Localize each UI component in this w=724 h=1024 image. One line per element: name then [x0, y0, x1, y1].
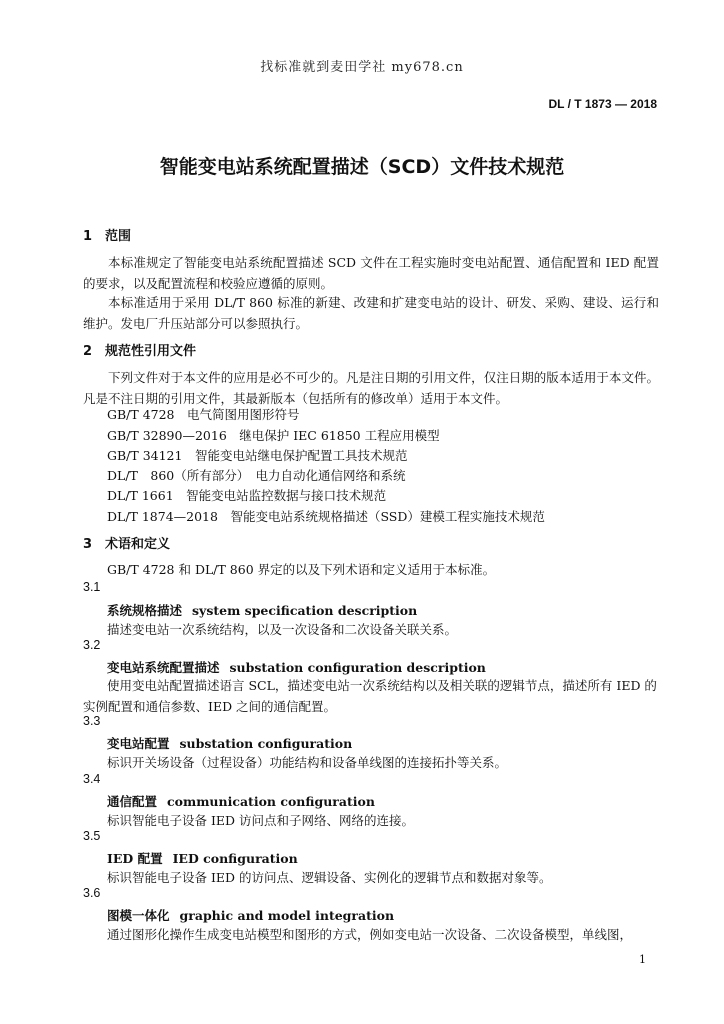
term-number: 3.6 — [83, 886, 101, 900]
term-definition — [83, 675, 659, 717]
standard-code: DL / T 1873 — 2018 — [548, 97, 657, 111]
term-cn: 通信配置 — [107, 794, 158, 809]
section-3-intro: GB/T 4728 和 DL/T 860 界定的以及下列术语和定义适用于本标准。 — [107, 562, 496, 577]
reference-item: GB/T 32890—2016 继电保护 IEC 61850 工程应用模型 — [107, 428, 440, 443]
section-number: 2 — [83, 344, 93, 359]
term-number: 3.2 — [83, 638, 101, 652]
term-number: 3.5 — [83, 829, 101, 843]
term-cn: 变电站系统配置描述 — [107, 660, 220, 675]
section-number: 1 — [83, 229, 93, 244]
reference-item: DL/T 860（所有部分） 电力自动化通信网络和系统 — [107, 468, 406, 483]
term-number: 3.1 — [83, 580, 101, 594]
term-cn: 变电站配置 — [107, 736, 170, 751]
term-definition: 描述变电站一次系统结构，以及一次设备和二次设备关联关系。 — [107, 622, 458, 637]
section-2-heading — [83, 340, 196, 359]
term-definition: 通过图形化操作生成变电站模型和图形的方式，例如变电站一次设备、二次设备模型，单线图， — [107, 927, 633, 942]
term-title — [107, 849, 298, 867]
section-number: 3 — [83, 537, 93, 552]
section-1-para-2 — [83, 292, 659, 334]
term-title — [107, 734, 352, 752]
reference-item: DL/T 1661 智能变电站监控数据与接口技术规范 — [107, 488, 387, 503]
term-cn: 系统规格描述 — [107, 603, 183, 618]
term-en: communication configuration — [167, 794, 375, 809]
page-number: 1 — [639, 953, 646, 966]
reference-item: GB/T 4728 电气简图用图形符号 — [107, 407, 300, 422]
section-2-intro — [83, 367, 659, 409]
term-definition: 标识智能电子设备 IED 访问点和子网络、网络的连接。 — [107, 813, 415, 828]
term-en: IED configuration — [172, 851, 298, 866]
term-cn: 图模一体化 — [107, 908, 170, 923]
paragraph-text: 本标准规定了智能变电站系统配置描述 SCD 文件在工程实施时变电站配置、通信配置和 IED 配置的要求，以及配置流程和校验应遵循的原则。 — [83, 255, 659, 291]
section-1-heading — [83, 225, 131, 244]
watermark-text: 找标准就到麦田学社 my678.cn — [260, 60, 464, 75]
term-definition: 标识开关场设备（过程设备）功能结构和设备单线图的连接拓扑等关系。 — [107, 755, 508, 770]
section-3-heading — [83, 533, 170, 552]
term-cn: IED 配置 — [107, 851, 163, 866]
term-number: 3.3 — [83, 714, 101, 728]
term-title — [107, 601, 417, 619]
section-title: 规范性引用文件 — [105, 344, 197, 359]
section-title: 范围 — [105, 229, 132, 244]
term-number: 3.4 — [83, 772, 101, 786]
reference-item: GB/T 34121 智能变电站继电保护配置工具技术规范 — [107, 448, 408, 463]
paragraph-text: 下列文件对于本文件的应用是必不可少的。凡是注日期的引用文件，仅注日期的版本适用于本文件。凡是不注日期的引用文件，其最新版本（包括所有的修改单）适用于本文件。 — [83, 370, 659, 406]
term-en: system specification description — [192, 603, 418, 618]
term-en: substation configuration description — [229, 660, 486, 675]
term-en: graphic and model integration — [179, 908, 395, 923]
term-title — [107, 792, 375, 810]
section-title: 术语和定义 — [105, 537, 171, 552]
paragraph-text: 本标准适用于采用 DL/T 860 标准的新建、改建和扩建变电站的设计、研发、采购、建设、运行和维护。发电厂升压站部分可以参照执行。 — [83, 295, 659, 331]
document-title: 智能变电站系统配置描述（SCD）文件技术规范 — [159, 156, 565, 178]
reference-item: DL/T 1874—2018 智能变电站系统规格描述（SSD）建模工程实施技术规范 — [107, 509, 545, 524]
section-1-para-1 — [83, 252, 659, 294]
definition-text: 使用变电站配置描述语言 SCL，描述变电站一次系统结构以及相关联的逻辑节点，描述所有 IED 的实例配置和通信参数、IED 之间的通信配置。 — [83, 678, 657, 714]
term-title — [107, 658, 486, 676]
term-en: substation configuration — [179, 736, 353, 751]
term-definition: 标识智能电子设备 IED 的访问点、逻辑设备、实例化的逻辑节点和数据对象等。 — [107, 870, 552, 885]
term-title — [107, 906, 394, 924]
